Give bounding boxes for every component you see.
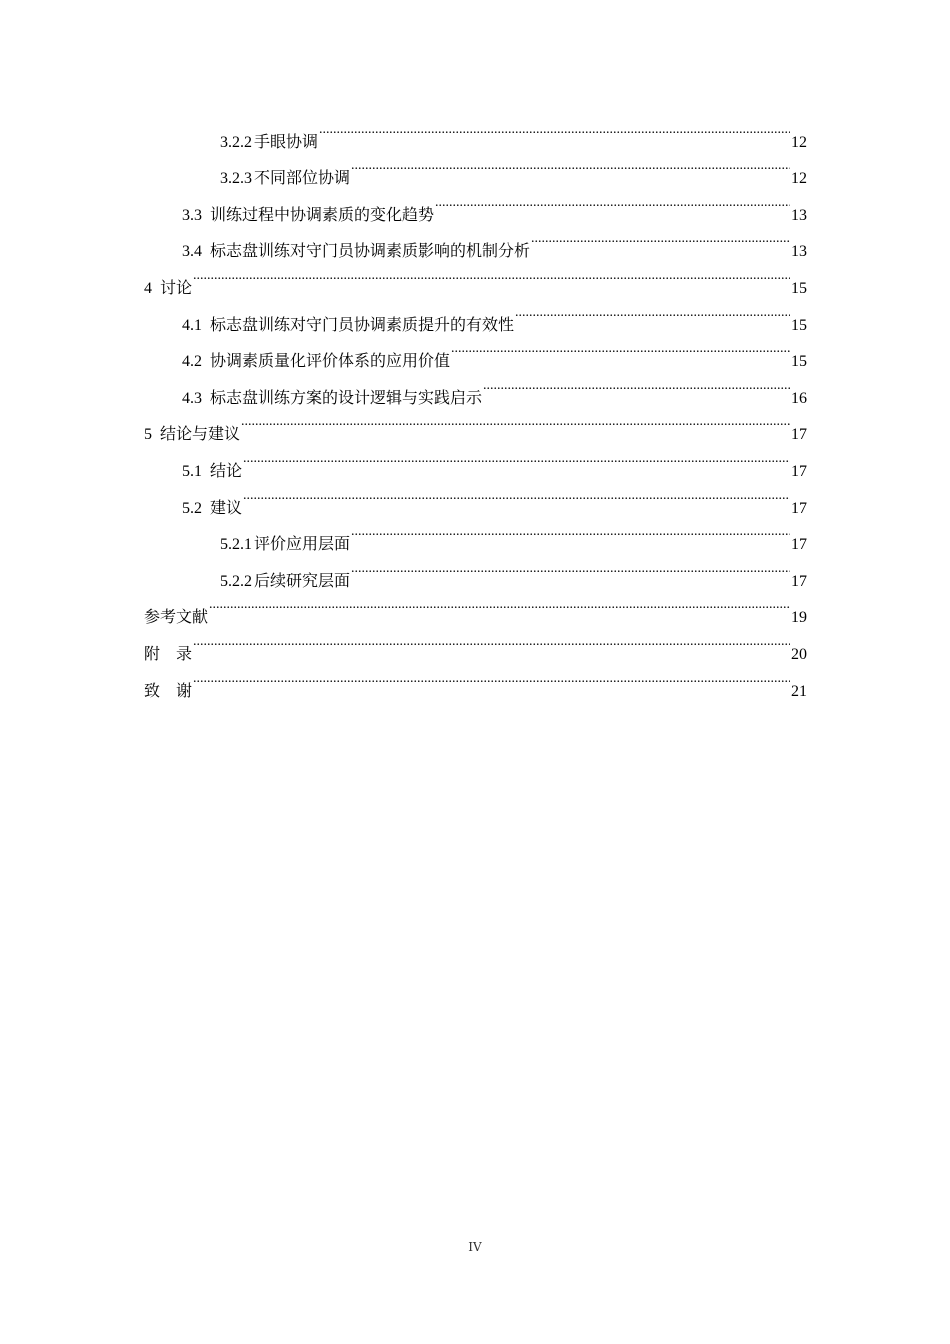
toc-entry-number: 4.3 — [182, 389, 202, 407]
toc-entry-title: 结论与建议 — [160, 424, 241, 444]
dot-leader — [531, 220, 790, 257]
dot-leader — [515, 293, 790, 330]
dot-leader — [209, 586, 790, 623]
toc-entry-number: 3.4 — [182, 243, 202, 261]
dot-leader — [351, 147, 790, 184]
toc-entry-page: 17 — [791, 572, 807, 590]
toc-entry-number: 3.3 — [182, 206, 202, 224]
toc-entry-title: 协调素质量化评价体系的应用价值 — [210, 353, 451, 371]
toc-entry-references[interactable] — [144, 586, 807, 627]
toc-entry-title: 致 谢 — [144, 680, 193, 700]
toc-entry-page: 17 — [791, 536, 807, 554]
toc-entry-page: 15 — [791, 279, 807, 297]
toc-entry-title: 标志盘训练对守门员协调素质提升的有效性 — [210, 316, 515, 334]
toc-entry-page: 13 — [791, 243, 807, 261]
toc-entry-page: 21 — [791, 682, 807, 700]
toc-entry-4-1[interactable] — [144, 293, 807, 334]
toc-entry-page: 12 — [791, 170, 807, 188]
toc-entry-number: 5.1 — [182, 462, 202, 480]
toc-entry-5-2[interactable] — [144, 476, 807, 517]
toc-entry-page: 19 — [791, 609, 807, 627]
toc-entry-title: 建议 — [210, 499, 243, 517]
dot-leader — [483, 366, 790, 403]
toc-entry-3-2-2[interactable] — [144, 110, 807, 151]
dot-leader — [243, 476, 790, 513]
toc-entry-title: 训练过程中协调素质的变化趋势 — [210, 206, 435, 224]
toc-entry-page: 16 — [791, 389, 807, 407]
toc-entry-title: 附 录 — [144, 643, 193, 663]
toc-entry-title: 参考文献 — [144, 607, 209, 627]
toc-entry-page: 12 — [791, 133, 807, 151]
toc-entry-page: 15 — [791, 353, 807, 371]
toc-entry-number: 3.2.3 — [220, 170, 252, 188]
dot-leader — [241, 403, 790, 440]
toc-entry-title: 评价应用层面 — [254, 536, 351, 554]
dot-leader — [193, 622, 790, 659]
toc-entry-number: 4.2 — [182, 353, 202, 371]
page-number: IV — [468, 1240, 482, 1254]
toc-entry-5[interactable] — [144, 403, 807, 444]
toc-entry-number: 5.2 — [182, 499, 202, 517]
dot-leader — [193, 256, 790, 293]
toc-entry-5-1[interactable] — [144, 439, 807, 480]
toc-entry-title: 标志盘训练对守门员协调素质影响的机制分析 — [210, 243, 531, 261]
toc-entry-page: 17 — [791, 426, 807, 444]
toc-entry-number: 4 — [144, 279, 152, 297]
toc-entry-4[interactable] — [144, 256, 807, 297]
toc-entry-page: 20 — [791, 645, 807, 663]
toc-entry-title: 标志盘训练方案的设计逻辑与实践启示 — [210, 389, 483, 407]
table-of-contents — [144, 110, 807, 700]
dot-leader — [351, 513, 790, 550]
toc-entry-number: 3.2.2 — [220, 133, 252, 151]
dot-leader — [435, 183, 790, 220]
dot-leader — [451, 330, 790, 367]
toc-entry-appendix[interactable] — [144, 622, 807, 663]
toc-entry-title: 结论 — [210, 462, 243, 480]
toc-entry-number: 4.1 — [182, 316, 202, 334]
toc-entry-title: 后续研究层面 — [254, 572, 351, 590]
toc-entry-page: 17 — [791, 462, 807, 480]
dot-leader — [351, 549, 790, 586]
toc-entry-number: 5.2.2 — [220, 572, 252, 590]
dot-leader — [243, 439, 790, 476]
toc-entry-title: 手眼协调 — [254, 133, 319, 151]
toc-entry-number: 5 — [144, 426, 152, 444]
toc-entry-acknowledgements[interactable] — [144, 659, 807, 700]
toc-entry-number: 5.2.1 — [220, 536, 252, 554]
toc-entry-5-2-1[interactable] — [144, 513, 807, 554]
toc-entry-page: 13 — [791, 206, 807, 224]
dot-leader — [193, 659, 790, 696]
dot-leader — [319, 110, 790, 147]
toc-entry-page: 15 — [791, 316, 807, 334]
toc-entry-title: 讨论 — [160, 277, 193, 297]
toc-entry-title: 不同部位协调 — [254, 170, 351, 188]
toc-entry-page: 17 — [791, 499, 807, 517]
